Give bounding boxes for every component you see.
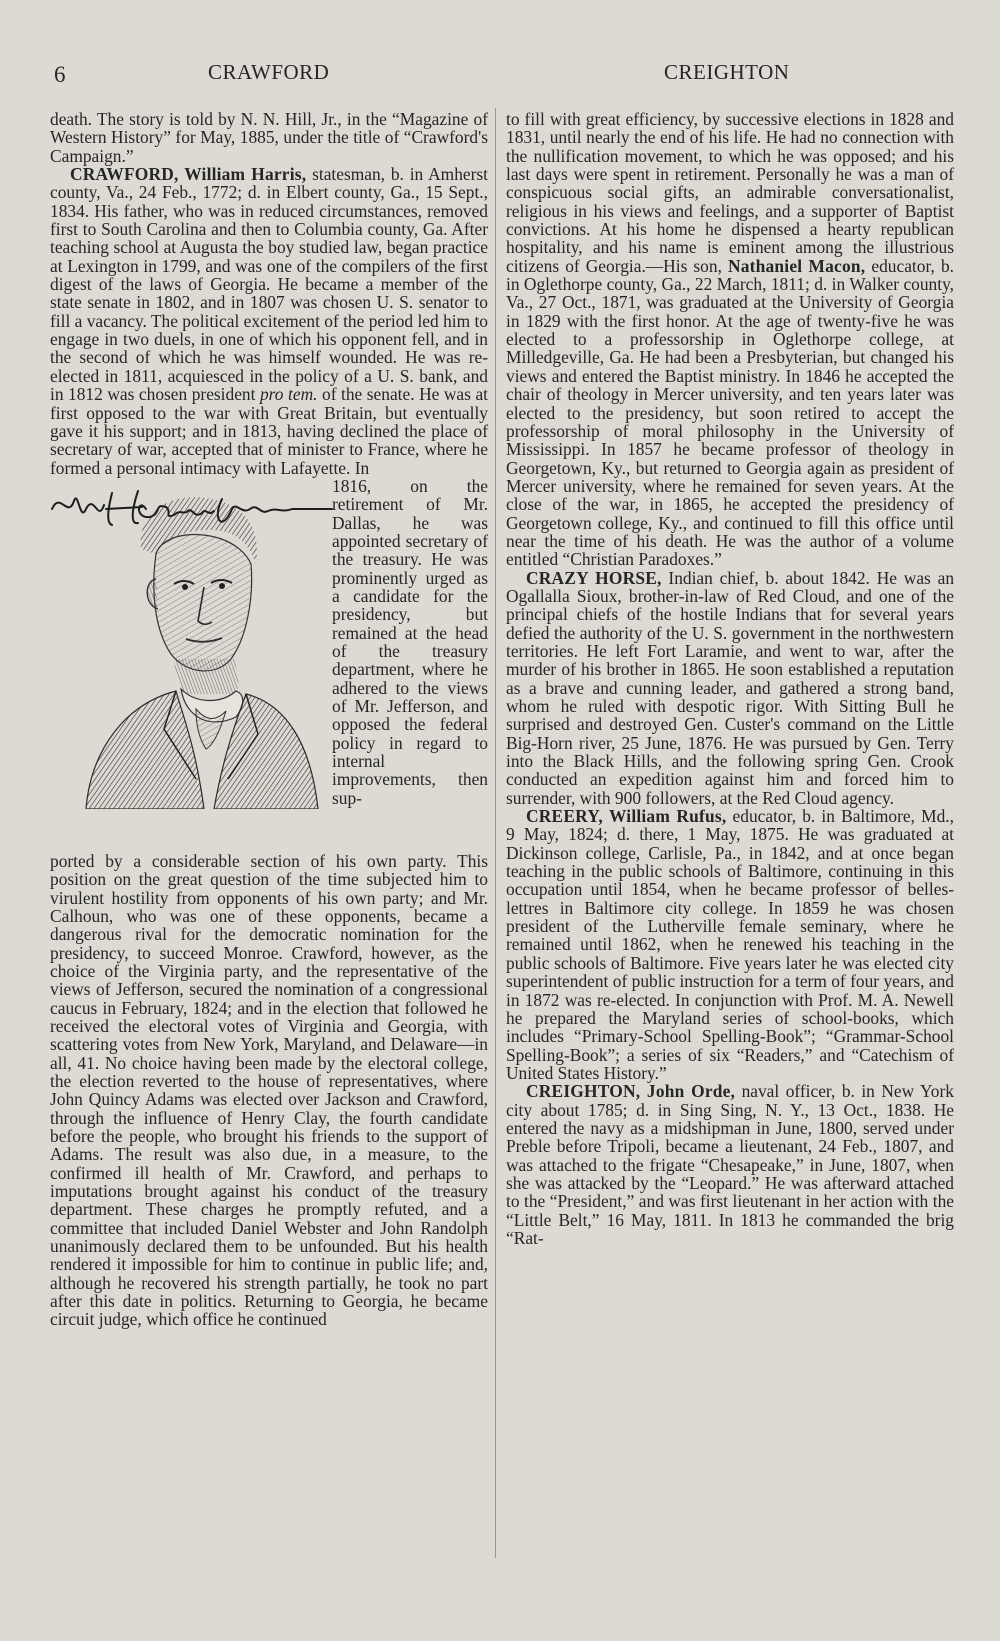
paragraph-continued bbox=[506, 110, 954, 569]
entry-crazy-horse bbox=[506, 569, 954, 807]
entry-text: educator, b. in Baltimore, Md., 9 May, 1824; d. there, 1 May, 1875. He was graduated at Dickinson college, Carlisle, Pa., in 1842, and at once began teaching in the public schools of Baltimore, continuing in this occupation until 1854, when he became professor of belles-lettres in Baltimore city college. In 1859 he was chosen president of the Lutherville female seminary, where he remained until 1862, when he renewed his teaching in the public schools of Baltimore. Five years later he was elected city superintendent of public instruction for a term of four years, and in 1872 was re-elected. In conjunction with Prof. M. A. Newell he prepared the Maryland series of school-books, which includes “Primary-School Spelling-Book”; “Grammar-School Spelling-Book”; a series of six “Readers,” and “Catechism of United States History.” bbox=[506, 806, 954, 1083]
entry-name: CRAWFORD, William Harris, bbox=[70, 164, 307, 185]
entry-creighton-john-orde bbox=[506, 1082, 954, 1247]
entry-text: naval officer, b. in New York city about 1785; d. in Sing Sing, N. Y., 13 Oct., 1838. He entered the navy as a midshipman in June, 1800, served under Preble before Tripoli, became a lieutenant, 24 Feb., 1807, and was attached to the frigate “Chesapeake,” in June, 1807, when she was attacked by the “Leopard.” He was afterward attached to the “President,” and was first lieutenant in her action with the “Little Belt,” 16 May, 1811. In 1813 he commanded the brig “Rat- bbox=[506, 1081, 954, 1248]
paragraph-continued: death. The story is told by N. N. Hill, Jr., in the “Magazine of Western History” for May, 1885, under the title of “Crawford's Campaign.” bbox=[50, 109, 488, 166]
right-running-head: CREIGHTON bbox=[664, 60, 790, 84]
entry-text-after-portrait: ported by a considerable section of his own party. This position on the great question of the time subjected him to virulent hostility from opponents of his own party; and Mr. Calhoun, who was one of these opponents, became a dangerous rival for the democratic nomination for the presidency, to succeed Monroe. Crawford, however, as the choice of the Virginia party, and the representative of the views of Jefferson, secured the nomination of a congressional caucus in February, 1824; and in the election that followed he received the electoral votes of Virginia and Georgia, with scattering votes from New York, Maryland, and Delaware—in all, 41. No choice having been made by the electoral college, the election reverted to the house of representatives, where John Quincy Adams was elected over Jackson and Crawford, through the influence of Henry Clay, the fourth candidate before the people, who brought his friends to the support of Adams. The result was also due, in a measure, to the confirmed ill health of Mr. Crawford, and perhaps to imputations brought against his conduct of the treasury department. These charges he promptly refuted, and a committee that included Daniel Webster and John Randolph unanimously declared them to be unfounded. But his health rendered it impossible for him to continue in public life; and, although he recovered his strength partially, he took no part after this date in politics. Returning to Georgia, he became circuit judge, which office he continued bbox=[50, 850, 488, 1330]
signature-crawford bbox=[50, 479, 336, 539]
column-divider bbox=[495, 108, 496, 1558]
left-running-head: CRAWFORD bbox=[208, 60, 330, 84]
entry-name: CREIGHTON, John Orde, bbox=[526, 1081, 736, 1102]
entry-text: to fill with great efficiency, by successive elections in 1828 and 1831, until nearly the end of his life. He had no connection with the nullification movement, to which he was opposed; and his last days were spent in retirement. Personally he was a man of conspicuous social gifts, an admirable conversationalist, religious in his views and feelings, and a supporter of Baptist convictions. At his home he dispensed a hearty republican hospitality, and his name is eminent among the illustrious citizens of Georgia.—His son, bbox=[506, 109, 954, 276]
page-number: 6 bbox=[54, 62, 66, 87]
left-column bbox=[50, 110, 488, 1329]
entry-creery-william-rufus bbox=[506, 807, 954, 1082]
running-header bbox=[0, 58, 1000, 98]
entry-text: statesman, b. in Amherst county, Va., 24 Feb., 1772; d. in Elbert county, Ga., 15 Sept., 1834. His father, who was in reduced circumstances, removed first to South Carolina and then to Columbia county, Ga. After teaching school at Augusta the boy studied law, began practice at Lexington in 1799, and was one of the compilers of the first digest of the laws of Georgia. He became a member of the state senate in 1802, and in 1807 was chosen U. S. senator to fill a vacancy. The political excitement of the period led him to engage in two duels, in one of which his opponent fell, and in the second of which he was himself wounded. He was re-elected in 1811, acquiesced in the policy of a U. S. bank, and in 1812 was chosen president bbox=[50, 164, 488, 405]
entry-name: CRAZY HORSE, bbox=[526, 567, 662, 588]
portrait-wrap bbox=[50, 477, 488, 852]
entry-italic: pro tem. bbox=[259, 384, 318, 405]
entry-crawford-william-harris bbox=[50, 165, 488, 477]
entry-text: of the senate. He was at first opposed to the war with Great Britain, but eventually gave it his support; and in 1813, having declined the place of secretary of war, accepted that of minister to France, where he formed a personal intimacy with Lafayette. In bbox=[50, 384, 488, 478]
right-column bbox=[506, 110, 954, 1247]
entry-name-son: Nathaniel Macon, bbox=[728, 255, 866, 276]
portrait-engraving bbox=[50, 479, 326, 852]
entry-text: Indian chief, b. about 1842. He was an Ogallalla Sioux, brother-in-law of Red Cloud, and one of the principal chiefs of the hostile Indians that for several years defied the authority of the U. S. government in the northwestern territories. He left Fort Laramie, and went to war, after the murder of his brother in 1865. He soon established a reputation as a brave and cunning leader, and gathered a strong band, whom he ruled with despotic rigor. With Sitting Bull he surprised and destroyed Gen. Custer's command on the Little Big-Horn river, 25 June, 1876. He was pursued by Gen. Terry into the Black Hills, and the following spring Gen. Crook conducted an expedition against him and forced him to surrender, with 900 followers, at the Red Cloud agency. bbox=[506, 567, 955, 808]
entry-text-beside-portrait: 1816, on the retirement of Mr. Dallas, he was appointed secretary of the treasury. He was prominently urged as a candidate for the presidency, but remained at the head of the treasury department, where he adhered to the views of Mr. Jefferson, and opposed the federal policy in regard to internal improvements, then sup- bbox=[332, 476, 488, 808]
entry-name: CREERY, William Rufus, bbox=[526, 806, 727, 827]
entry-text: educator, b. in Oglethorpe county, Ga., 22 March, 1811; d. in Walker county, Va., 27 Oct., 1871, was graduated at the University of Georgia in 1829 with the first honor. At the age of twenty-five he was elected to a professorship in Oglethorpe college, at Milledgeville, Ga. He had been a Presbyterian, but changed his views and entered the Baptist ministry. In 1846 he accepted the chair of theology in Mercer university, and ten years later was elected to the presidency, but soon retired to accept the professorship of moral philosophy in the University of Mississippi. In 1857 he became professor of theology in Georgetown, Ky., but returned to Georgia again as president of Mercer university, where he remained for seven years. At the close of the war, in 1865, he accepted the presidency of Georgetown college, Ky., and continued to fill this office until near the time of his death. He was the author of a volume entitled “Christian Paradoxes.” bbox=[506, 255, 955, 570]
